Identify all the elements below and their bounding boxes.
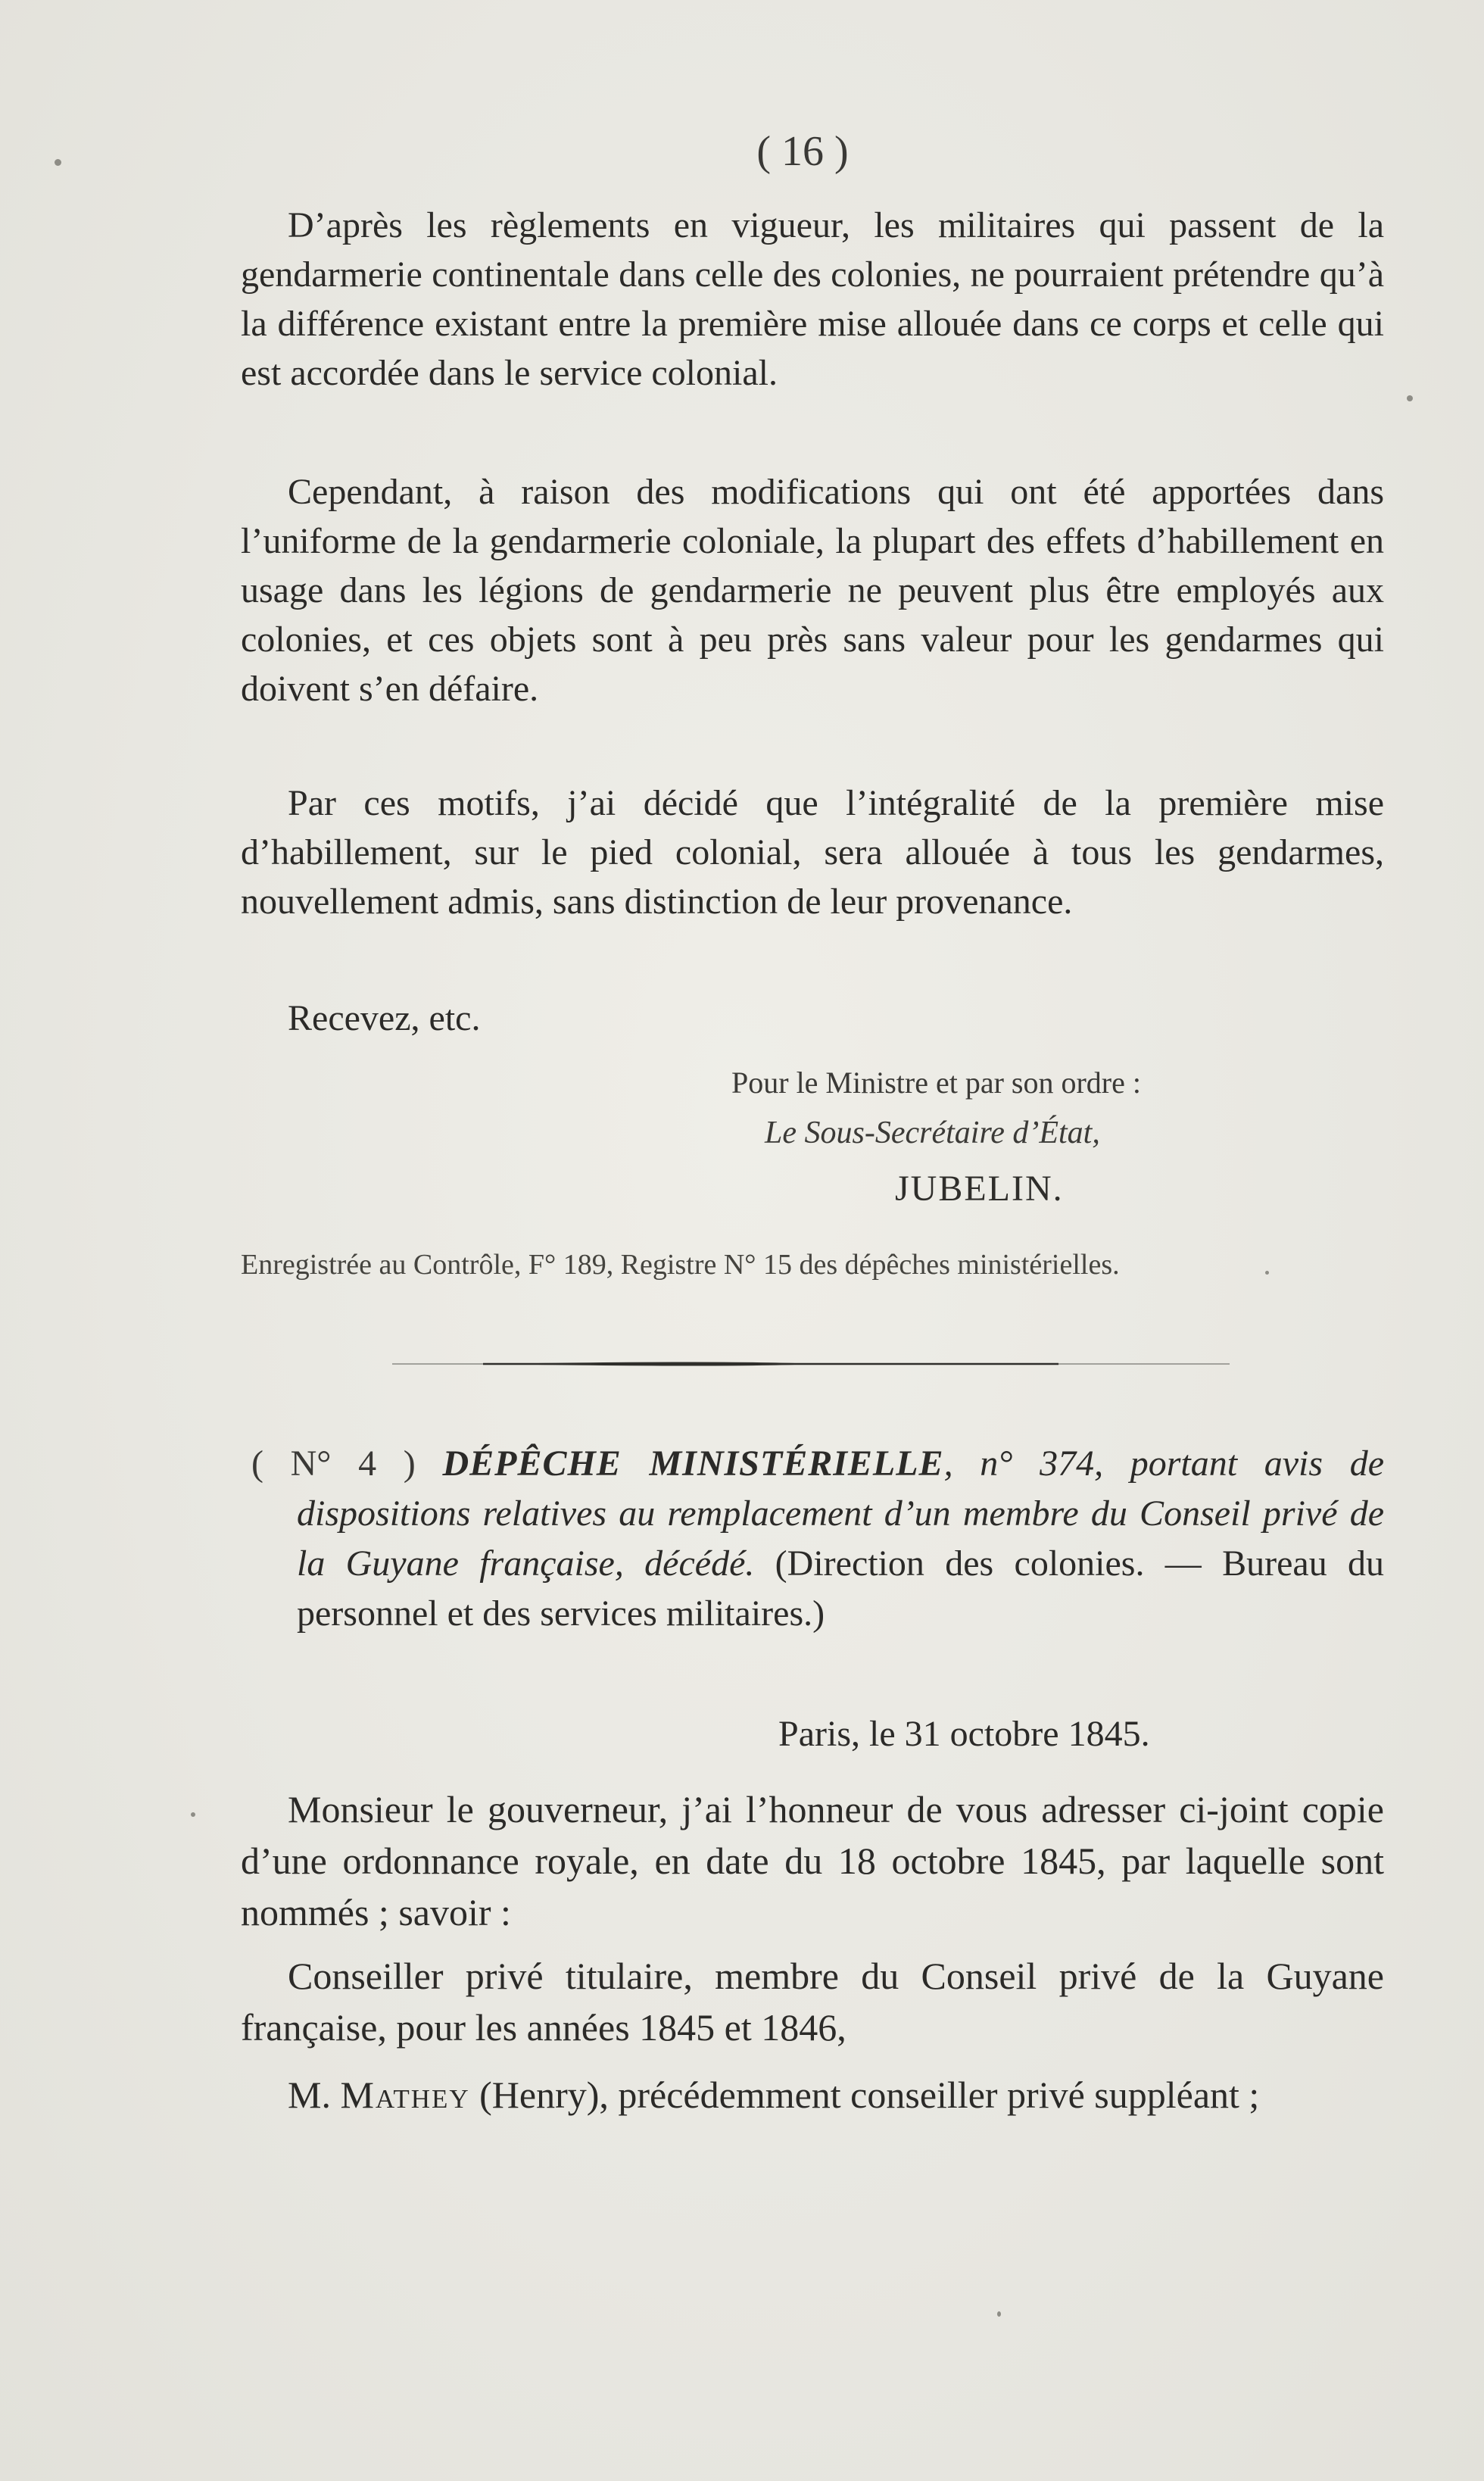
paragraph-appointment: Conseiller privé titulaire, membre du Conseil privé de la Guyane française, pour les années 1845 et 1846, bbox=[241, 1955, 1384, 2049]
signature-name: JUBELIN. bbox=[895, 1169, 1064, 1209]
paragraph-appointee bbox=[241, 2069, 1384, 2121]
dispatch-dateline: Paris, le 31 octobre 1845. bbox=[778, 1714, 1150, 1754]
paragraph-uniform-changes: Cependant, à raison des modifications qui ont été apportées dans l’uniforme de la gendarmerie coloniale, la plupart des effets d’habillement en usage dans les légions de gendarmerie ne peuvent plus être employés aux colonies, et ces objets sont à peu près sans valeur pour les gendarmes qui doivent s’en défaire. bbox=[241, 472, 1384, 709]
paper-speck bbox=[1407, 395, 1413, 401]
dispatch-reference: , n° 374, bbox=[943, 1443, 1130, 1484]
appointee-details: (Henry), précédemment conseiller privé suppléant ; bbox=[469, 2074, 1260, 2116]
signature-title: Le Sous-Secrétaire d’État, bbox=[765, 1116, 1100, 1150]
appointee-prefix: M. bbox=[288, 2074, 341, 2116]
paper-speck bbox=[997, 2311, 1001, 2317]
paragraph-ordinance: Monsieur le gouverneur, j’ai l’honneur de vous adresser ci-joint copie d’une ordonnance royale, en date du 18 octobre 1845, par laquelle sont nommés ; savoir : bbox=[241, 1788, 1384, 1933]
paper-speck bbox=[191, 1812, 195, 1817]
paper-speck bbox=[1265, 1271, 1269, 1275]
paper-speck bbox=[55, 159, 61, 166]
paragraph-regulations: D’après les règlements en vigueur, les militaires qui passent de la gendarmerie continentale dans celle des colonies, ne pourraient prétendre qu’à la différence existant entre la première mise allouée dans ce corps et celle qui est accordée dans le service colonial. bbox=[241, 205, 1384, 393]
dispatch-number: ( N° 4 ) bbox=[251, 1443, 416, 1484]
registry-note: Enregistrée au Contrôle, F° 189, Registre N° 15 des dépêches ministérielles. bbox=[241, 1249, 1120, 1281]
closing-formula: Recevez, etc. bbox=[288, 998, 481, 1038]
appointee-name: Mathey bbox=[340, 2074, 470, 2116]
paragraph-decision: Par ces motifs, j’ai décidé que l’intégralité de la première mise d’habillement, sur le pied colonial, sera allouée à tous les gendarmes, nouvellement admis, sans distinction de leur provenance. bbox=[241, 783, 1384, 922]
dispatch-direction: (Direction des colonies. — Bureau du personnel et des services militaires.) bbox=[297, 1543, 1384, 1634]
signature-authority: Pour le Ministre et par son ordre : bbox=[731, 1066, 1141, 1100]
section-divider bbox=[392, 1361, 1230, 1367]
dispatch-heading bbox=[251, 1439, 1384, 1639]
dispatch-title: DÉPÊCHE MINISTÉRIELLE bbox=[442, 1443, 944, 1484]
dispatch-subject: portant avis de dispositions relatives au remplacement d’un membre du Conseil privé de la Guyane française, décédé. bbox=[297, 1443, 1385, 1584]
page-number: ( 16 ) bbox=[756, 128, 849, 175]
